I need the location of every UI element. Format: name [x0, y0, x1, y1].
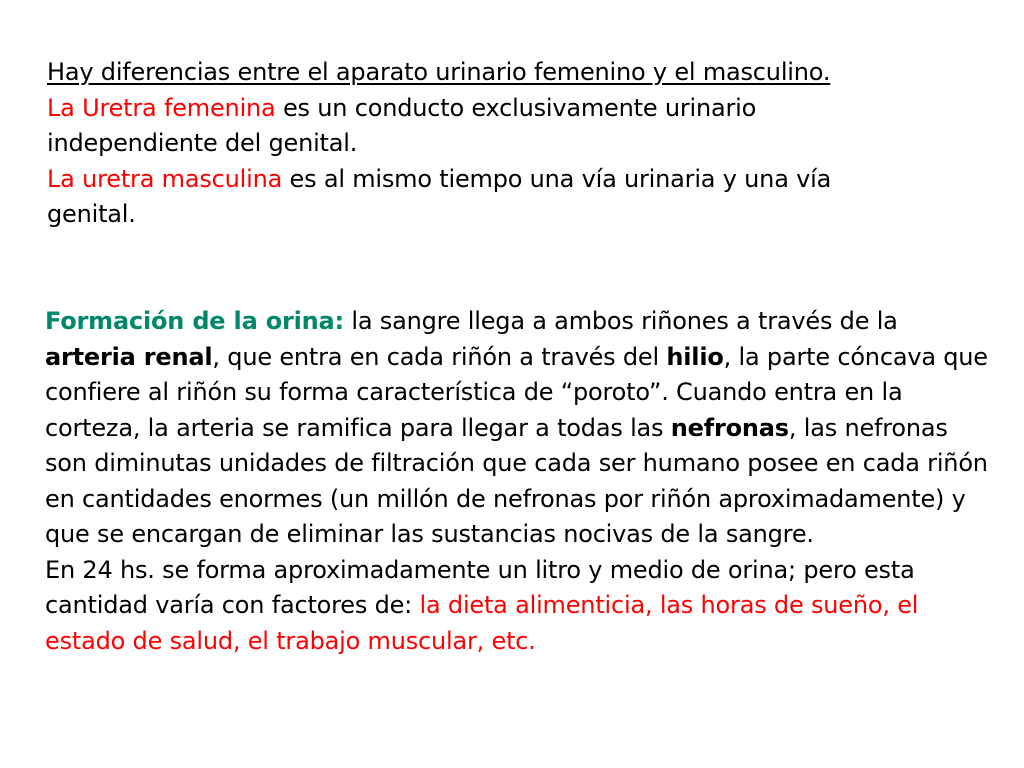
formation-text-3: , la parte cóncava que confiere al riñón su forma característica de “poroto”. Cuando entra en la corteza, la arteria se ramifica para llegar a todas las [45, 342, 988, 442]
formation-text-5: En 24 hs. se forma aproximadamente un litro y medio de orina; pero esta cantidad varía con factores de: [45, 555, 915, 619]
intro-block [47, 55, 927, 233]
male-urethra-text: es al mismo tiempo una vía urinaria y una vía genital. [47, 164, 832, 228]
female-urethra-label: La Uretra femenina [47, 93, 276, 122]
term-nefronas: nefronas [670, 413, 789, 442]
formation-block [45, 304, 995, 659]
male-urethra-label: La uretra masculina [47, 164, 283, 193]
formation-text-4: , las nefronas son diminutas unidades de filtración que cada ser humano posee en cada riñón en cantidades enormes (un millón de nefronas por riñón aproximadamente) y que se encargan de eliminar las sustancias nocivas de la sangre. [45, 413, 988, 548]
term-hilio: hilio [666, 342, 724, 371]
female-urethra-text: es un conducto exclusivamente urinario independiente del genital. [47, 93, 757, 157]
term-arteria-renal: arteria renal [45, 342, 213, 371]
formation-heading: Formación de la orina: [45, 307, 344, 335]
intro-heading: Hay diferencias entre el aparato urinario femenino y el masculino. [47, 58, 831, 86]
formation-factors: la dieta alimenticia, las horas de sueño, el estado de salud, el trabajo muscular, etc. [45, 591, 919, 655]
formation-text-2: , que entra en cada riñón a través del [212, 342, 667, 371]
formation-text-1: la sangre llega a ambos riñones a través de la [343, 307, 898, 335]
